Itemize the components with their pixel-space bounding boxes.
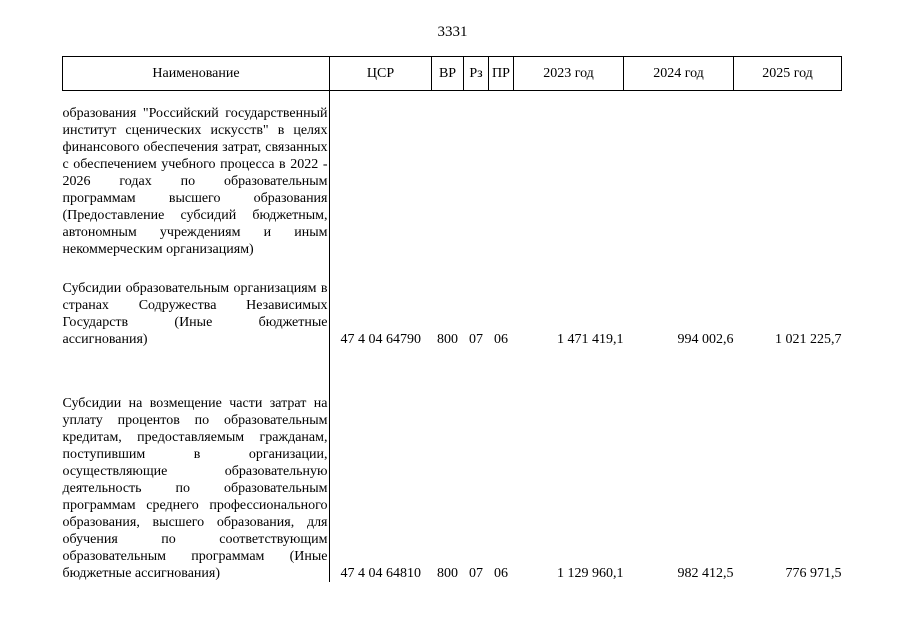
row-csr: 47 4 04 64810 — [340, 566, 421, 581]
row-name: Субсидии образовательным организациям в странах Содружества Независимых Государств (Иные бюджетные ассигнования) — [62, 281, 328, 347]
row-value-2024: 982 412,5 — [677, 566, 734, 581]
row-vr: 800 — [437, 332, 458, 347]
row-rz — [464, 91, 489, 259]
header-vr: ВР — [432, 57, 464, 91]
row-rz: 07 — [469, 566, 483, 581]
row-rz: 07 — [469, 332, 483, 347]
row-pr: 06 — [494, 566, 508, 581]
header-pr: ПР — [489, 57, 514, 91]
table-row — [63, 348, 842, 582]
row-csr — [330, 91, 432, 259]
row-value-2024 — [624, 91, 734, 259]
row-value-2025: 776 971,5 — [785, 566, 842, 581]
row-value-2025: 1 021 225,7 — [775, 332, 842, 347]
header-year-2025: 2025 год — [734, 57, 842, 91]
budget-table — [62, 56, 842, 582]
row-csr: 47 4 04 64790 — [340, 332, 421, 347]
row-name-cell — [63, 91, 330, 259]
row-name: образования "Российский государственный институт сценических искусств" в целях финансового обеспечения затрат, связанных с обеспечением учебного процесса в 2022 - 2026 годах по образовательным программам высшего образования (Предоставление субсидий бюджетным, автономным учреждениям и иным некоммерческим организациям) — [62, 106, 328, 257]
page-number: 3331 — [437, 24, 468, 40]
header-name: Наименование — [63, 57, 330, 91]
row-name-cell — [63, 348, 330, 582]
row-vr — [432, 91, 464, 259]
row-name-cell — [63, 258, 330, 348]
header-year-2023: 2023 год — [514, 57, 624, 91]
header-rz: Рз — [464, 57, 489, 91]
header-csr: ЦСР — [330, 57, 432, 91]
row-value-2023: 1 129 960,1 — [557, 566, 624, 581]
row-name: Субсидии на возмещение части затрат на уплату процентов по образовательным кредитам, предоставляемым гражданам, поступившим в организации, осуществляющие образовательную деятельность по образовательным программам среднего профессионального образования, высшего образования, для обучения по соответствующим образовательным программам (Иные бюджетные ассигнования) — [62, 396, 328, 581]
row-value-2023: 1 471 419,1 — [557, 332, 624, 347]
table-row — [63, 258, 842, 348]
table-row — [63, 91, 842, 259]
row-value-2024: 994 002,6 — [677, 332, 734, 347]
header-year-2024: 2024 год — [624, 57, 734, 91]
row-value-2025 — [734, 91, 842, 259]
row-value-2023 — [514, 91, 624, 259]
table-header-row — [63, 57, 842, 91]
row-vr: 800 — [437, 566, 458, 581]
row-pr: 06 — [494, 332, 508, 347]
row-pr — [489, 91, 514, 259]
